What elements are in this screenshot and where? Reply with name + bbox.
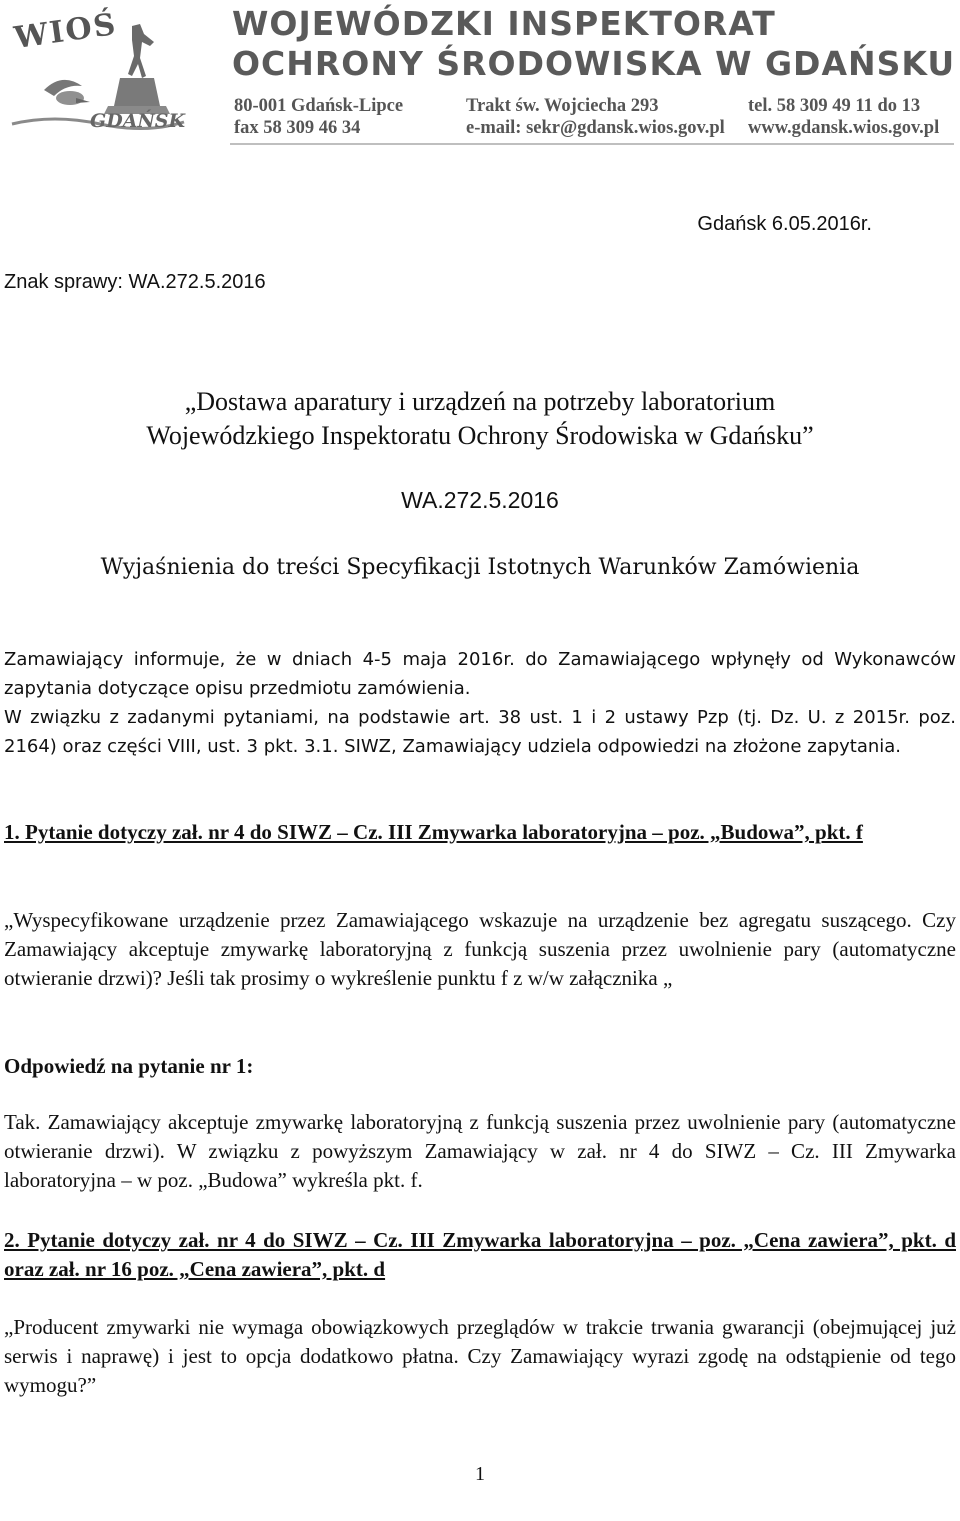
letterhead-divider: [230, 143, 954, 145]
street-line: Trakt św. Wojciecha 293: [466, 96, 659, 116]
question-1-text: „Wyspecyfikowane urządzenie przez Zamawiającego wskazuje na urządzenie bez agregatu suszącego. Czy Zamawiający akceptuje zmywarkę laboratoryjną z funkcją suszenia przez uwolnienie pary (automatyczne otwieranie drzwi)? Jeśli tak prosimy o wykreślenie punktu f z w/w załącznika „: [4, 908, 956, 990]
document-date: Gdańsk 6.05.2016r.: [697, 213, 872, 235]
logo-text: WIOŚ: [12, 6, 120, 57]
document-subtitle: Wyjaśnienia do treści Specyfikacji Istotnych Warunków Zamówienia: [100, 555, 860, 580]
answer-1-text: Tak. Zamawiający akceptuje zmywarkę laboratoryjną z funkcją suszenia przez uwolnienie pary (automatyczne otwieranie drzwi). W związku z powyższym Zamawiający w zał. nr 4 do SIWZ – Cz. III Zmywarka laboratoryjna – w poz. „Budowa” wykreśla pkt. f.: [4, 1110, 956, 1192]
logo-city: GDAŃSK: [90, 110, 186, 132]
intro-line: W związku z zadanymi pytaniami, na podstawie art. 38 ust. 1 i 2 ustawy Pzp (tj. Dz. U. z 2015r. poz. 2164) oraz części VIII, ust. 3 pkt. 3.1. SIWZ, Zamawiający udziela odpowiedzi na złożone zapytania.: [4, 707, 956, 757]
intro-paragraph: [4, 645, 956, 761]
question-2-text: „Producent zmywarki nie wymaga obowiązkowych przeglądów w trakcie trwania gwarancji (obejmującej już serwis i naprawę) i jest to opcja dodatkowo płatna. Czy Zamawiający wyrazi zgodę na odstąpienie od tego wymogu?”: [4, 1315, 956, 1397]
answer-1-heading: Odpowiedź na pytanie nr 1:: [4, 1054, 254, 1078]
question-1-heading: 1. Pytanie dotyczy zał. nr 4 do SIWZ – Cz. III Zmywarka laboratoryjna – poz. „Budowa”, pkt. f: [4, 820, 863, 844]
contact-block: [748, 95, 939, 139]
phone-line: tel. 58 309 49 11 do 13: [748, 96, 921, 116]
intro-line: Zamawiający informuje, że w dniach 4-5 maja 2016r. do Zamawiającego wpłynęły od Wykonawców zapytania dotyczące opisu przedmiotu zamówienia.: [4, 649, 956, 699]
institution-name-line2: OCHRONY ŚRODOWISKA W GDAŃSKU: [232, 44, 956, 83]
question-2-heading: 2. Pytanie dotyczy zał. nr 4 do SIWZ – Cz. III Zmywarka laboratoryjna – poz. „Cena zawiera”, pkt. d oraz zał. nr 16 poz. „Cena zawiera”, pkt. d: [4, 1228, 956, 1281]
wios-logo: [4, 6, 190, 136]
email-line: e-mail: sekr@gdansk.wios.gov.pl: [466, 118, 725, 138]
case-number: Znak sprawy: WA.272.5.2016: [4, 271, 266, 293]
document-title-line1: „Dostawa aparatury i urządzeń na potrzeby laboratorium: [184, 387, 776, 416]
page-number: 1: [475, 1463, 485, 1485]
fax-line: fax 58 309 46 34: [234, 118, 361, 138]
address-line: 80-001 Gdańsk-Lipce: [234, 96, 404, 116]
reference-number: WA.272.5.2016: [401, 487, 559, 513]
address-block: [234, 95, 403, 139]
institution-name-line1: WOJEWÓDZKI INSPEKTORAT: [232, 4, 776, 43]
street-block: [466, 95, 725, 139]
letterhead: [0, 0, 960, 150]
website-line: www.gdansk.wios.gov.pl: [748, 118, 940, 138]
document-title-line2: Wojewódzkiego Inspektoratu Ochrony Środowiska w Gdańsku”: [146, 421, 814, 450]
